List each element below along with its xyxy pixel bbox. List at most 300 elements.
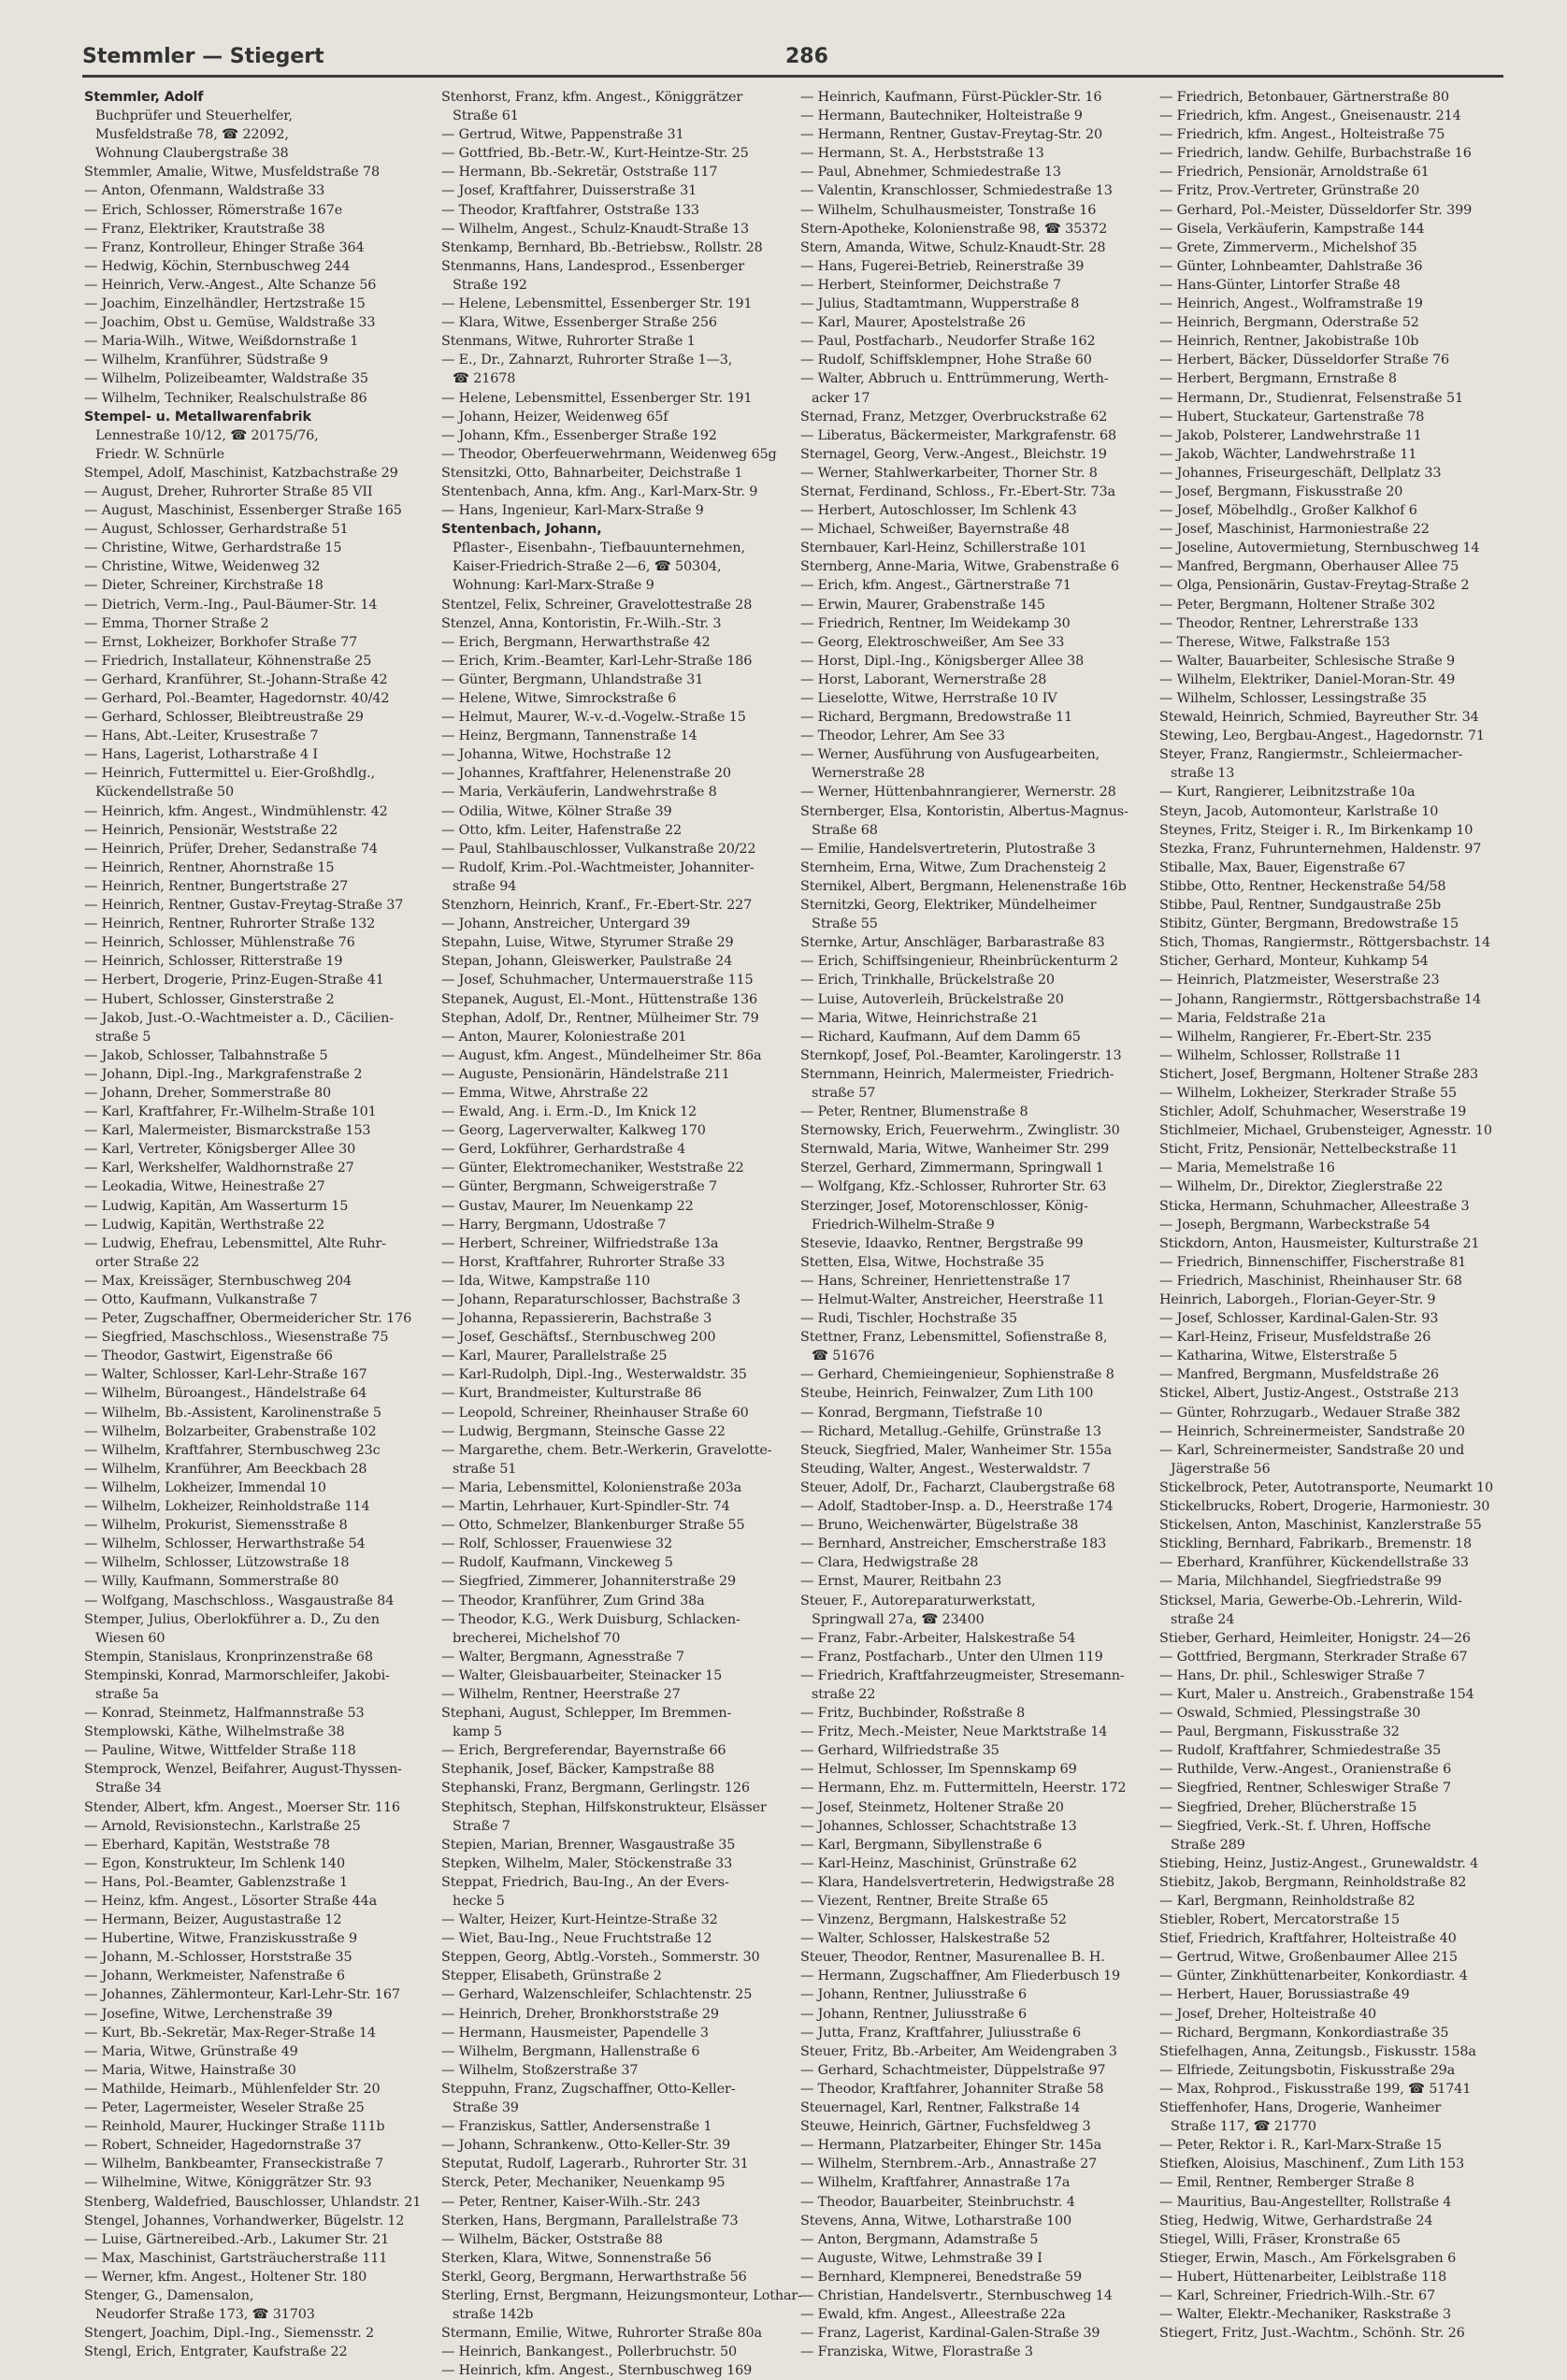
directory-entry: — Wilhelm, Angest., Schulz-Knaudt-Straße 13	[441, 221, 750, 237]
directory-entry: — Wiet, Bau-Ing., Neue Fruchtstraße 12	[441, 1931, 712, 1947]
running-title: Stemmler — Stiegert	[82, 45, 324, 68]
directory-entry: — Eberhard, Kapitän, Weststraße 78	[84, 1837, 330, 1853]
directory-entry: — Paul, Abnehmer, Schmiedestraße 13	[800, 165, 1061, 180]
directory-entry: Sterzinger, Josef, Motorenschlosser, König-	[800, 1198, 1088, 1214]
directory-entry: — Bruno, Weichenwärter, Bügelstraße 38	[800, 1518, 1079, 1534]
directory-entry: — Anton, Ofenmann, Waldstraße 33	[84, 183, 325, 199]
directory-entry: — Fritz, Buchbinder, Roßstraße 8	[800, 1706, 1026, 1722]
directory-entry: — Theodor, Kraftfahrer, Oststraße 133	[441, 202, 699, 218]
entry-continuation: Straße 68	[812, 822, 878, 838]
entry-continuation: Kaiser-Friedrich-Straße 2—6, ☎ 50304,	[453, 559, 722, 575]
directory-entry: — E., Dr., Zahnarzt, Ruhrorter Straße 1—3,	[441, 353, 733, 368]
directory-entry: — Friedrich, Binnenschiffer, Fischerstraße 81	[1159, 1254, 1467, 1270]
directory-entry: Steuer, Theodor, Rentner, Masurenallee B. H.	[800, 1950, 1105, 1966]
entry-continuation: Wernerstraße 28	[812, 766, 926, 782]
directory-entry: — Ludwig, Ehefrau, Lebensmittel, Alte Ruhr-	[84, 1235, 386, 1251]
directory-entry: Steuck, Siegfried, Maler, Wanheimer Str. 155a	[800, 1442, 1112, 1458]
entry-continuation: Straße 55	[812, 916, 878, 932]
column-1	[84, 88, 430, 2360]
directory-entry: — Heinrich, kfm. Angest., Sternbuschweg 169	[441, 2363, 753, 2379]
directory-entry: — Josef, Schuhmacher, Untermauerstraße 115	[441, 973, 754, 988]
entry-continuation: Neudorfer Straße 173, ☎ 31703	[95, 2307, 315, 2323]
directory-entry: — Maria, Milchhandel, Siegfriedstraße 99	[1159, 1574, 1442, 1590]
directory-entry: Stenger, G., Damensalon,	[84, 2287, 254, 2303]
directory-entry: — Josef, Bergmann, Fiskusstraße 20	[1159, 483, 1403, 499]
directory-entry: — Heinz, Bergmann, Tannenstraße 14	[441, 728, 697, 744]
directory-entry: — Karl, Maurer, Parallelstraße 25	[441, 1349, 668, 1364]
directory-entry: Sternberg, Anne-Maria, Witwe, Grabenstraße 6	[800, 559, 1119, 575]
directory-entry: — Valentin, Kranschlosser, Schmiedestraße 13	[800, 183, 1113, 199]
directory-entry: Steyer, Franz, Rangiermstr., Schleiermacher-	[1159, 747, 1463, 763]
directory-entry: Stickdorn, Anton, Hausmeister, Kulturstraße 21	[1159, 1235, 1480, 1251]
entry-continuation: Kückendellstraße 50	[95, 785, 234, 801]
directory-entry: — Maria, Witwe, Hainstraße 30	[84, 2062, 296, 2078]
directory-entry: — Hubertine, Witwe, Franziskusstraße 9	[84, 1931, 358, 1947]
directory-entry: — Eberhard, Kranführer, Kückendellstraße 33	[1159, 1555, 1469, 1571]
directory-entry: — Christian, Handelsvertr., Sternbuschweg 14	[800, 2287, 1113, 2303]
directory-entry: Sternat, Ferdinand, Schloss., Fr.-Ebert-Str. 73a	[800, 483, 1115, 499]
directory-entry: — Wilhelm, Lokheizer, Immendal 10	[84, 1479, 326, 1495]
entry-continuation: Wohnung: Karl-Marx-Straße 9	[453, 578, 654, 594]
directory-entry: Stickelbrock, Peter, Autotransporte, Neumarkt 10	[1159, 1479, 1493, 1495]
directory-entry: — Karl-Heinz, Friseur, Musfeldstraße 26	[1159, 1330, 1431, 1346]
directory-entry: Stenkamp, Bernhard, Bb.-Betriebsw., Rollstr. 28	[441, 239, 763, 255]
entry-continuation: straße 57	[812, 1085, 876, 1101]
directory-entry: — Max, Rohprod., Fiskusstraße 199, ☎ 51741	[1159, 2081, 1472, 2097]
entry-continuation: Straße 192	[453, 277, 527, 293]
directory-entry: — Walter, Gleisbauarbeiter, Steinacker 15	[441, 1667, 723, 1683]
directory-entry: — Johann, Anstreicher, Untergard 39	[441, 916, 691, 932]
directory-entry: — Maria, Witwe, Grünstraße 49	[84, 2043, 298, 2059]
directory-entry: — Hermann, Rentner, Gustav-Freytag-Str. 20	[800, 127, 1103, 143]
directory-entry: — Franz, Fabr.-Arbeiter, Halskestraße 54	[800, 1630, 1076, 1646]
directory-entry: — Christine, Witwe, Weidenweg 32	[84, 559, 321, 575]
directory-entry: Stemper, Julius, Oberlokführer a. D., Zu den	[84, 1611, 380, 1627]
directory-entry: Sternke, Artur, Anschläger, Barbarastraße 83	[800, 935, 1105, 951]
directory-entry: — Heinrich, Rentner, Jakobistraße 10b	[1159, 334, 1419, 350]
directory-entry: — Wilhelm, Sternbrem.-Arb., Annastraße 27	[800, 2156, 1098, 2172]
directory-entry: — Reinhold, Maurer, Huckinger Straße 111b	[84, 2119, 385, 2135]
directory-entry: Stephitsch, Stephan, Hilfskonstrukteur, Elsässer	[441, 1799, 767, 1815]
directory-entry: — August, Dreher, Ruhrorter Straße 85 VII	[84, 483, 373, 499]
directory-entry: — Erich, Krim.-Beamter, Karl-Lehr-Straße 186	[441, 653, 753, 669]
directory-entry: — Wilhelm, Schulhausmeister, Tonstraße 16	[800, 202, 1097, 218]
directory-entry: Stickelbrucks, Robert, Drogerie, Harmoniestr. 30	[1159, 1499, 1490, 1515]
directory-entry: — Maria, Feldstraße 21a	[1159, 1010, 1326, 1026]
directory-entry: Steuer, Fritz, Bb.-Arbeiter, Am Weidengraben 3	[800, 2043, 1117, 2059]
directory-entry: — Johann, Schrankenw., Otto-Keller-Str. 39	[441, 2138, 731, 2154]
directory-entry: — Jakob, Just.-O.-Wachtmeister a. D., Cäcilien-	[84, 1010, 394, 1026]
directory-entry: — Wilhelmine, Witwe, Königgrätzer Str. 93	[84, 2175, 372, 2191]
directory-entry: — Maria, Verkäuferin, Landwehrstraße 8	[441, 785, 717, 801]
directory-entry: — August, Maschinist, Essenberger Straße 165	[84, 503, 402, 519]
directory-entry: — Herbert, Bergmann, Ernstraße 8	[1159, 371, 1397, 387]
directory-entry: — Günter, Zinkhüttenarbeiter, Konkordiastr. 4	[1159, 1969, 1468, 1984]
directory-entry: Stern-Apotheke, Kolonienstraße 98, ☎ 35372	[800, 221, 1108, 237]
directory-entry: — Walter, Schlosser, Karl-Lehr-Straße 167	[84, 1367, 367, 1383]
directory-entry: — Josefine, Witwe, Lerchenstraße 39	[84, 2006, 333, 2022]
entry-continuation: straße 94	[453, 878, 517, 894]
directory-entry: — Walter, Elektr.-Mechaniker, Raskstraße 3	[1159, 2307, 1452, 2323]
directory-entry: — Jutta, Franz, Kraftfahrer, Juliusstraße 6	[800, 2025, 1082, 2041]
directory-entry: Stenzhorn, Heinrich, Kranf., Fr.-Ebert-Str. 227	[441, 898, 753, 914]
directory-entry: — Karl, Vertreter, Königsberger Allee 30	[84, 1142, 356, 1158]
directory-entry: — Wilhelm, Schlosser, Herwarthstraße 54	[84, 1536, 366, 1552]
directory-entry: — Johann, Reparaturschlosser, Bachstraße 3	[441, 1292, 740, 1307]
directory-entry: — Heinrich, Dreher, Bronkhorststraße 29	[441, 2006, 719, 2022]
directory-entry: — Hermann, Hausmeister, Papendelle 3	[441, 2025, 709, 2041]
directory-entry: — Christine, Witwe, Gerhardstraße 15	[84, 541, 342, 556]
directory-entry: Stephanik, Josef, Bäcker, Kampstraße 88	[441, 1762, 715, 1778]
directory-entry: — Max, Maschinist, Gartsträucherstraße 111	[84, 2250, 388, 2266]
directory-entry: — Hermann, Bautechniker, Holteistraße 9	[800, 108, 1083, 124]
directory-entry: — Erich, Schiffsingenieur, Rheinbrückenturm 2	[800, 954, 1118, 970]
entry-continuation: straße 142b	[453, 2307, 534, 2323]
directory-entry: — Horst, Dipl.-Ing., Königsberger Allee 38	[800, 653, 1085, 669]
directory-entry: — Hubert, Schlosser, Ginsterstraße 2	[84, 991, 335, 1007]
directory-entry: — Klara, Handelsvertreterin, Hedwigstraße 28	[800, 1874, 1114, 1890]
directory-entry: — Max, Kreissäger, Sternbuschweg 204	[84, 1273, 352, 1289]
directory-entry: — Rudolf, Krim.-Pol.-Wachtmeister, Johanniter-	[441, 859, 755, 875]
directory-entry: Stichler, Adolf, Schuhmacher, Weserstraße 19	[1159, 1104, 1467, 1120]
directory-entry: — Hermann, Beizer, Augustastraße 12	[84, 1912, 342, 1928]
directory-entry: — Johanna, Witwe, Hochstraße 12	[441, 747, 671, 763]
directory-entry: — Johann, Werkmeister, Nafenstraße 6	[84, 1969, 345, 1984]
directory-entry: — Wilhelm, Schlosser, Rollstraße 11	[1159, 1047, 1402, 1063]
directory-entry: Stemprock, Wenzel, Beifahrer, August-Thyssen-	[84, 1762, 402, 1778]
directory-entry: — Kurt, Maler u. Anstreich., Grabenstraße 154	[1159, 1686, 1474, 1702]
directory-entry: — Heinrich, Bankangest., Pollerbruchstr. 50	[441, 2344, 737, 2360]
directory-entry: Sterken, Klara, Witwe, Sonnenstraße 56	[441, 2250, 712, 2266]
directory-entry: — Theodor, K.G., Werk Duisburg, Schlacken-	[441, 1611, 740, 1627]
directory-entry: Stepahn, Luise, Witwe, Styrumer Straße 29	[441, 935, 734, 951]
directory-entry: — Helmut-Walter, Anstreicher, Heerstraße 11	[800, 1292, 1105, 1307]
directory-entry: — Lieselotte, Witwe, Herrstraße 10 IV	[800, 691, 1057, 706]
directory-entry: — Heinrich, Rentner, Ahornstraße 15	[84, 859, 335, 875]
directory-entry: Stemmler, Amalie, Witwe, Musfeldstraße 78	[84, 165, 380, 180]
directory-entry: — Wilhelm, Kranführer, Südstraße 9	[84, 353, 328, 368]
directory-entry: — Johannes, Kraftfahrer, Helenenstraße 20	[441, 766, 731, 782]
directory-entry: Stesevie, Idaavko, Rentner, Bergstraße 99	[800, 1235, 1084, 1251]
directory-entry: — Theodor, Oberfeuerwehrmann, Weidenweg 65g	[441, 446, 777, 462]
directory-entry: — Werner, Stahlwerkarbeiter, Thorner Str. 8	[800, 465, 1098, 481]
directory-entry: — Ernst, Lokheizer, Borkhofer Straße 77	[84, 634, 358, 650]
entry-continuation: Straße 34	[95, 1781, 162, 1796]
directory-entry: — Paul, Postfacharb., Neudorfer Straße 162	[800, 334, 1096, 350]
directory-entry: — Rudolf, Kaufmann, Vinckeweg 5	[441, 1555, 673, 1571]
page-header	[82, 45, 1503, 73]
directory-entry: — Gottfried, Bb.-Betr.-W., Kurt-Heintze-Str. 25	[441, 146, 749, 162]
directory-entry: — Heinrich, Pensionär, Weststraße 22	[84, 822, 338, 838]
directory-entry: — Herbert, Steinformer, Deichstraße 7	[800, 277, 1061, 293]
directory-entry: Stern, Amanda, Witwe, Schulz-Knaudt-Str. 28	[800, 239, 1106, 255]
directory-entry: Sternitzki, Georg, Elektriker, Mündelheimer	[800, 898, 1097, 914]
directory-entry: — Egon, Konstrukteur, Im Schlenk 140	[84, 1855, 345, 1871]
directory-entry: — Heinrich, Rentner, Gustav-Freytag-Straße 37	[84, 898, 404, 914]
directory-entry: Sterck, Peter, Mechaniker, Neuenkamp 95	[441, 2175, 726, 2191]
directory-entry: — Peter, Rentner, Kaiser-Wilh.-Str. 243	[441, 2194, 700, 2210]
directory-entry: Sternwald, Maria, Witwe, Wanheimer Str. 299	[800, 1142, 1110, 1158]
directory-entry: — Hans, Abt.-Leiter, Krusestraße 7	[84, 728, 319, 744]
directory-entry: — Günter, Lohnbeamter, Dahlstraße 36	[1159, 258, 1423, 274]
directory-entry: — Wilhelm, Kraftfahrer, Sternbuschweg 23c	[84, 1442, 381, 1458]
entry-continuation: kamp 5	[453, 1724, 502, 1740]
directory-entry: Steyn, Jacob, Automonteur, Karlstraße 10	[1159, 803, 1439, 819]
directory-entry: — Franz, Postfacharb., Unter den Ulmen 119	[800, 1649, 1103, 1665]
directory-entry: — Wilhelm, Elektriker, Daniel-Moran-Str. 49	[1159, 671, 1456, 687]
directory-entry: Steuer, Adolf, Dr., Facharzt, Claubergstraße 68	[800, 1479, 1115, 1495]
directory-entry: — Johann, Rangiermstr., Röttgersbachstraße 14	[1159, 991, 1482, 1007]
directory-entry: — Josef, Maschinist, Harmoniestraße 22	[1159, 522, 1430, 538]
directory-heading: Stemmler, Adolf	[84, 90, 204, 105]
directory-entry: — Josef, Kraftfahrer, Duisserstraße 31	[441, 183, 697, 199]
directory-entry: Stichert, Josef, Bergmann, Holtener Straße 283	[1159, 1066, 1479, 1082]
directory-entry: — Franziskus, Sattler, Andersenstraße 1	[441, 2119, 712, 2135]
directory-entry: — Fritz, Mech.-Meister, Neue Marktstraße 14	[800, 1724, 1108, 1740]
directory-entry: — Gertrud, Witwe, Großenbaumer Allee 215	[1159, 1950, 1458, 1966]
directory-entry: — Günter, Bergmann, Schweigerstraße 7	[441, 1179, 718, 1195]
directory-entry: — Liberatus, Bäckermeister, Markgrafenstr. 68	[800, 427, 1116, 443]
directory-entry: — Franziska, Witwe, Florastraße 3	[800, 2344, 1033, 2360]
directory-entry: — Franz, Elektriker, Krautstraße 38	[84, 221, 325, 237]
directory-entry: — Rudolf, Kraftfahrer, Schmiedestraße 35	[1159, 1743, 1442, 1759]
directory-entry: — Erich, Schlosser, Römerstraße 167e	[84, 202, 343, 218]
directory-entry: Stepan, Johann, Gleiswerker, Paulstraße 24	[441, 954, 733, 970]
directory-entry: — Helene, Witwe, Simrockstraße 6	[441, 691, 677, 706]
directory-entry: — Heinrich, Prüfer, Dreher, Sedanstraße 74	[84, 841, 378, 857]
directory-entry: — Josef, Geschäftsf., Sternbuschweg 200	[441, 1330, 716, 1346]
directory-entry: Stempinski, Konrad, Marmorschleifer, Jakobi-	[84, 1667, 390, 1683]
directory-entry: — Josef, Dreher, Holteistraße 40	[1159, 2006, 1376, 2022]
directory-entry: — Heinrich, Platzmeister, Weserstraße 23	[1159, 973, 1440, 988]
directory-entry: — Mathilde, Heimarb., Mühlenfelder Str. 20	[84, 2081, 381, 2097]
directory-entry: — Georg, Elektroschweißer, Am See 33	[800, 634, 1065, 650]
directory-entry: — Joachim, Obst u. Gemüse, Waldstraße 33	[84, 315, 376, 331]
directory-entry: — Horst, Laborant, Wernerstraße 28	[800, 671, 1047, 687]
directory-entry: — Peter, Bergmann, Holtener Straße 302	[1159, 597, 1436, 613]
directory-entry: — Maria, Witwe, Heinrichstraße 21	[800, 1010, 1039, 1026]
directory-entry: Stempin, Stanislaus, Kronprinzenstraße 68	[84, 1649, 373, 1665]
directory-entry: — Heinrich, Bergmann, Oderstraße 52	[1159, 315, 1419, 331]
directory-entry: Stibbe, Paul, Rentner, Sundgaustraße 25b	[1159, 898, 1442, 914]
directory-entry: — Hans, Pol.-Beamter, Gablenzstraße 1	[84, 1874, 348, 1890]
directory-entry: — Gerhard, Walzenschleifer, Schlachtenstr. 25	[441, 1987, 753, 2003]
directory-entry: Stenzel, Anna, Kontoristin, Fr.-Wilh.-Str. 3	[441, 615, 722, 631]
directory-entry: — Erich, Bergmann, Herwarthstraße 42	[441, 634, 711, 650]
directory-entry: — Robert, Schneider, Hagedornstraße 37	[84, 2138, 362, 2154]
directory-entry: — Kurt, Brandmeister, Kulturstraße 86	[441, 1386, 702, 1402]
directory-entry: Stewald, Heinrich, Schmied, Bayreuther Str. 34	[1159, 710, 1479, 726]
directory-entry: — Herbert, Autoschlosser, Im Schlenk 43	[800, 503, 1077, 519]
directory-entry: Stieber, Gerhard, Heimleiter, Honigstr. 24—26	[1159, 1630, 1471, 1646]
directory-entry: Steppat, Friedrich, Bau-Ing., An der Evers-	[441, 1874, 729, 1890]
directory-entry: — Werner, kfm. Angest., Holtener Str. 180	[84, 2269, 367, 2285]
directory-entry: — Ewald, kfm. Angest., Alleestraße 22a	[800, 2307, 1066, 2323]
directory-entry: — Bernhard, Klempnerei, Benedstraße 59	[800, 2269, 1082, 2285]
directory-entry: Steuer, F., Autoreparaturwerkstatt,	[800, 1593, 1036, 1608]
directory-entry: Stephan, Adolf, Dr., Rentner, Mülheimer Str. 79	[441, 1010, 759, 1026]
directory-entry: — Walter, Abbruch u. Enttrümmerung, Werth-	[800, 371, 1109, 387]
entry-continuation: Straße 117, ☎ 21770	[1171, 2119, 1316, 2135]
directory-entry: Stermann, Emilie, Witwe, Ruhrorter Straße 80a	[441, 2326, 762, 2342]
directory-entry: — Hubert, Hüttenarbeiter, Leiblstraße 118	[1159, 2269, 1447, 2285]
directory-entry: Sterken, Hans, Bergmann, Parallelstraße 73	[441, 2213, 739, 2229]
directory-entry: — Horst, Kraftfahrer, Ruhrorter Straße 33	[441, 1254, 726, 1270]
entry-continuation: ☎ 21678	[453, 371, 516, 387]
directory-entry: Steuernagel, Karl, Rentner, Falkstraße 14	[800, 2100, 1081, 2116]
directory-entry: — Paul, Bergmann, Fiskusstraße 32	[1159, 1724, 1400, 1740]
directory-entry: Stetten, Elsa, Witwe, Hochstraße 35	[800, 1254, 1044, 1270]
directory-entry: — Günter, Elektromechaniker, Weststraße 22	[441, 1161, 744, 1176]
directory-entry: — Helmut, Schlosser, Im Spennskamp 69	[800, 1762, 1077, 1778]
directory-entry: — Helene, Lebensmittel, Essenberger Str. 191	[441, 296, 753, 312]
directory-entry: Stiballe, Max, Bauer, Eigenstraße 67	[1159, 859, 1406, 875]
directory-entry: — Harry, Bergmann, Udostraße 7	[441, 1217, 667, 1233]
directory-entry: — Grete, Zimmerverm., Michelshof 35	[1159, 239, 1417, 255]
directory-entry: — Klara, Witwe, Essenberger Straße 256	[441, 315, 717, 331]
directory-entry: — Konrad, Steinmetz, Halfmannstraße 53	[84, 1706, 365, 1722]
directory-entry: — Paul, Stahlbauschlosser, Vulkanstraße 20/22	[441, 841, 756, 857]
directory-entry: — Theodor, Kraftfahrer, Johanniter Straße 58	[800, 2081, 1104, 2097]
directory-entry: — Rudi, Tischler, Hochstraße 35	[800, 1311, 1018, 1327]
directory-entry: Stiegert, Fritz, Just.-Wachtm., Schönh. Str. 26	[1159, 2326, 1465, 2342]
directory-entry: — Wilhelm, Rangierer, Fr.-Ebert-Str. 235	[1159, 1029, 1432, 1045]
directory-entry: Heinrich, Laborgeh., Florian-Geyer-Str. 9	[1159, 1292, 1436, 1307]
directory-entry: — Elfriede, Zeitungsbotin, Fiskusstraße 29a	[1159, 2062, 1456, 2078]
directory-entry: — Joachim, Einzelhändler, Hertzstraße 15	[84, 296, 366, 312]
directory-entry: — Hermann, Zugschaffner, Am Fliederbusch 19	[800, 1969, 1121, 1984]
directory-entry: — Auguste, Witwe, Lehmstraße 39 I	[800, 2250, 1042, 2266]
directory-entry: — Wilhelm, Büroangest., Händelstraße 64	[84, 1386, 367, 1402]
directory-entry: — Wilhelm, Prokurist, Siemensstraße 8	[84, 1518, 348, 1534]
directory-entry: Stibbe, Otto, Rentner, Heckenstraße 54/58	[1159, 878, 1446, 894]
directory-entry: Stiebitz, Jakob, Bergmann, Reinholdstraße 82	[1159, 1874, 1467, 1890]
entry-continuation: Straße 39	[453, 2100, 519, 2116]
entry-continuation: ☎ 51676	[812, 1349, 875, 1364]
directory-entry: — Heinrich, Schlosser, Mühlenstraße 76	[84, 935, 355, 951]
directory-entry: — Dietrich, Verm.-Ing., Paul-Bäumer-Str. 14	[84, 597, 378, 613]
directory-entry: — Herbert, Schreiner, Wilfriedstraße 13a	[441, 1235, 719, 1251]
directory-entry: Sterkl, Georg, Bergmann, Herwarthstraße 56	[441, 2269, 747, 2285]
directory-entry: Steppen, Georg, Abtlg.-Vorsteh., Sommerstr. 30	[441, 1950, 760, 1966]
directory-entry: — Fritz, Prov.-Vertreter, Grünstraße 20	[1159, 183, 1420, 199]
directory-entry: — Ludwig, Bergmann, Steinsche Gasse 22	[441, 1423, 726, 1439]
directory-entry: — Herbert, Drogerie, Prinz-Eugen-Straße 41	[84, 973, 384, 988]
directory-entry: — Bernhard, Anstreicher, Emscherstraße 183	[800, 1536, 1107, 1552]
header-rule	[82, 75, 1503, 78]
directory-entry: Stezka, Franz, Fuhrunternehmen, Haldenstr. 97	[1159, 841, 1482, 857]
directory-entry: — Jakob, Schlosser, Talbahnstraße 5	[84, 1047, 328, 1063]
directory-entry: Stepken, Wilhelm, Maler, Stöckenstraße 33	[441, 1855, 733, 1871]
directory-entry: — Otto, Kaufmann, Vulkanstraße 7	[84, 1292, 318, 1307]
directory-entry: Stief, Friedrich, Kraftfahrer, Holteistraße 40	[1159, 1931, 1457, 1947]
directory-entry: — Anton, Maurer, Koloniestraße 201	[441, 1029, 687, 1045]
directory-entry: Stieger, Erwin, Masch., Am Förkelsgraben 6	[1159, 2250, 1457, 2266]
directory-entry: — Emil, Rentner, Remberger Straße 8	[1159, 2175, 1415, 2191]
directory-entry: — Wilhelm, Kranführer, Am Beeckbach 28	[84, 1461, 367, 1477]
entry-continuation: Springwall 27a, ☎ 23400	[812, 1611, 985, 1627]
directory-entry: — Ernst, Maurer, Reitbahn 23	[800, 1574, 1002, 1590]
directory-entry: Sternowsky, Erich, Feuerwehrm., Zwinglistr. 30	[800, 1123, 1120, 1139]
directory-entry: — Maria, Lebensmittel, Kolonienstraße 203a	[441, 1479, 742, 1495]
directory-entry: — Manfred, Bergmann, Oberhauser Allee 75	[1159, 559, 1459, 575]
directory-entry: — Wilhelm, Dr., Direktor, Zieglerstraße 22	[1159, 1179, 1444, 1195]
directory-entry: Sticht, Fritz, Pensionär, Nettelbeckstraße 11	[1159, 1142, 1459, 1158]
directory-entry: — Emma, Witwe, Ahrstraße 22	[441, 1085, 649, 1101]
directory-entry: — Günter, Bergmann, Uhlandstraße 31	[441, 671, 704, 687]
directory-entry: Stenmans, Witwe, Ruhrorter Straße 1	[441, 334, 696, 350]
directory-entry: Stengel, Johannes, Vorhandwerker, Bügelstr. 12	[84, 2213, 405, 2229]
directory-entry: — Wilhelm, Rentner, Heerstraße 27	[441, 1686, 681, 1702]
entry-continuation: Straße 61	[453, 108, 519, 124]
directory-entry: — Heinrich, Kaufmann, Fürst-Pückler-Str. 16	[800, 90, 1102, 105]
directory-entry: — Hermann, Dr., Studienrat, Felsenstraße 51	[1159, 390, 1463, 406]
directory-entry: Stickel, Albert, Justiz-Angest., Oststraße 213	[1159, 1386, 1459, 1402]
directory-entry: — Leokadia, Witwe, Heinestraße 27	[84, 1179, 325, 1195]
directory-entry: Sternagel, Georg, Verw.-Angest., Bleichstr. 19	[800, 446, 1107, 462]
directory-entry: Stiefelhagen, Anna, Zeitungsb., Fiskusstr. 158a	[1159, 2043, 1476, 2059]
directory-entry: — Friedrich, kfm. Angest., Holteistraße 75	[1159, 127, 1445, 143]
directory-entry: Stentzel, Felix, Schreiner, Gravelottestraße 28	[441, 597, 753, 613]
directory-entry: Stiebing, Heinz, Justiz-Angest., Grunewaldstr. 4	[1159, 1855, 1479, 1871]
directory-entry: — Helmut, Maurer, W.-v.-d.-Vogelw.-Straße 15	[441, 710, 746, 726]
directory-entry: Stevens, Anna, Witwe, Lotharstraße 100	[800, 2213, 1071, 2229]
directory-entry: — Herbert, Hauer, Borussiastraße 49	[1159, 1987, 1410, 2003]
directory-entry: — Friedrich, Rentner, Im Weidekamp 30	[800, 615, 1071, 631]
directory-entry: — Martin, Lehrhauer, Kurt-Spindler-Str. 74	[441, 1499, 730, 1515]
directory-entry: — Friedrich, Maschinist, Rheinhauser Str. 68	[1159, 1273, 1462, 1289]
directory-entry: Stenberg, Waldefried, Bauschlosser, Uhlandstr. 21	[84, 2194, 422, 2210]
directory-entry: Stickelsen, Anton, Maschinist, Kanzlerstraße 55	[1159, 1518, 1482, 1534]
directory-entry: Steuding, Walter, Angest., Westerwaldstr. 7	[800, 1461, 1091, 1477]
directory-entry: — Heinrich, Rentner, Bungertstraße 27	[84, 878, 349, 894]
directory-entry: — Josef, Schlosser, Kardinal-Galen-Str. 93	[1159, 1311, 1439, 1327]
directory-entry: Sticksel, Maria, Gewerbe-Ob.-Lehrerin, Wild-	[1159, 1593, 1462, 1608]
directory-entry: Sticher, Gerhard, Monteur, Kuhkamp 54	[1159, 954, 1429, 970]
directory-entry: — Wilhelm, Lokheizer, Reinholdstraße 114	[84, 1499, 370, 1515]
directory-entry: Stensitzki, Otto, Bahnarbeiter, Deichstraße 1	[441, 465, 743, 481]
directory-entry: — Wilhelm, Bäcker, Oststraße 88	[441, 2231, 663, 2247]
directory-entry: — Manfred, Bergmann, Musfeldstraße 26	[1159, 1367, 1439, 1383]
directory-entry: Steppuhn, Franz, Zugschaffner, Otto-Keller-	[441, 2081, 736, 2097]
directory-entry: — Rudolf, Schiffsklempner, Hohe Straße 60	[800, 353, 1092, 368]
directory-entry: — Wilhelm, Bankbeamter, Franseckistraße 7	[84, 2156, 384, 2172]
directory-entry: — Karl, Malermeister, Bismarckstraße 153	[84, 1123, 371, 1139]
entry-continuation: Lennestraße 10/12, ☎ 20175/76,	[95, 427, 319, 443]
directory-entry: — Hans, Ingenieur, Karl-Marx-Straße 9	[441, 503, 704, 519]
directory-entry: — Richard, Bergmann, Konkordiastraße 35	[1159, 2025, 1449, 2041]
directory-entry: — Olga, Pensionärin, Gustav-Freytag-Straße 2	[1159, 578, 1470, 594]
directory-entry: — Franz, Kontrolleur, Ehinger Straße 364	[84, 239, 365, 255]
entry-continuation: straße 5a	[95, 1686, 159, 1702]
directory-entry: — Heinz, kfm. Angest., Lösorter Straße 44a	[84, 1894, 378, 1909]
directory-entry: Stiefken, Aloisius, Maschinenf., Zum Lith 153	[1159, 2156, 1464, 2172]
directory-entry: — Gerhard, Schlosser, Bleibtreustraße 29	[84, 710, 364, 726]
directory-entry: — Richard, Metallug.-Gehilfe, Grünstraße 13	[800, 1423, 1101, 1439]
directory-entry: — Theodor, Gastwirt, Eigenstraße 66	[84, 1349, 333, 1364]
directory-entry: — Erich, Trinkhalle, Brückelstraße 20	[800, 973, 1055, 988]
directory-entry: — Peter, Lagermeister, Weseler Straße 25	[84, 2100, 365, 2116]
entry-continuation: straße 22	[812, 1686, 876, 1702]
directory-entry: — Friedrich, landw. Gehilfe, Burbachstraße 16	[1159, 146, 1472, 162]
directory-entry: — Jakob, Polsterer, Landwehrstraße 11	[1159, 427, 1422, 443]
entry-continuation: orter Straße 22	[95, 1254, 200, 1270]
directory-entry: — Johann, Kfm., Essenberger Straße 192	[441, 427, 717, 443]
directory-entry: — Hermann, Platzarbeiter, Ehinger Str. 145a	[800, 2138, 1102, 2154]
directory-entry: Sternberger, Elsa, Kontoristin, Albertus-Magnus-	[800, 803, 1129, 819]
directory-entry: — Oswald, Schmied, Plessingstraße 30	[1159, 1706, 1421, 1722]
directory-entry: — Hermann, Bb.-Sekretär, Oststraße 117	[441, 165, 718, 180]
